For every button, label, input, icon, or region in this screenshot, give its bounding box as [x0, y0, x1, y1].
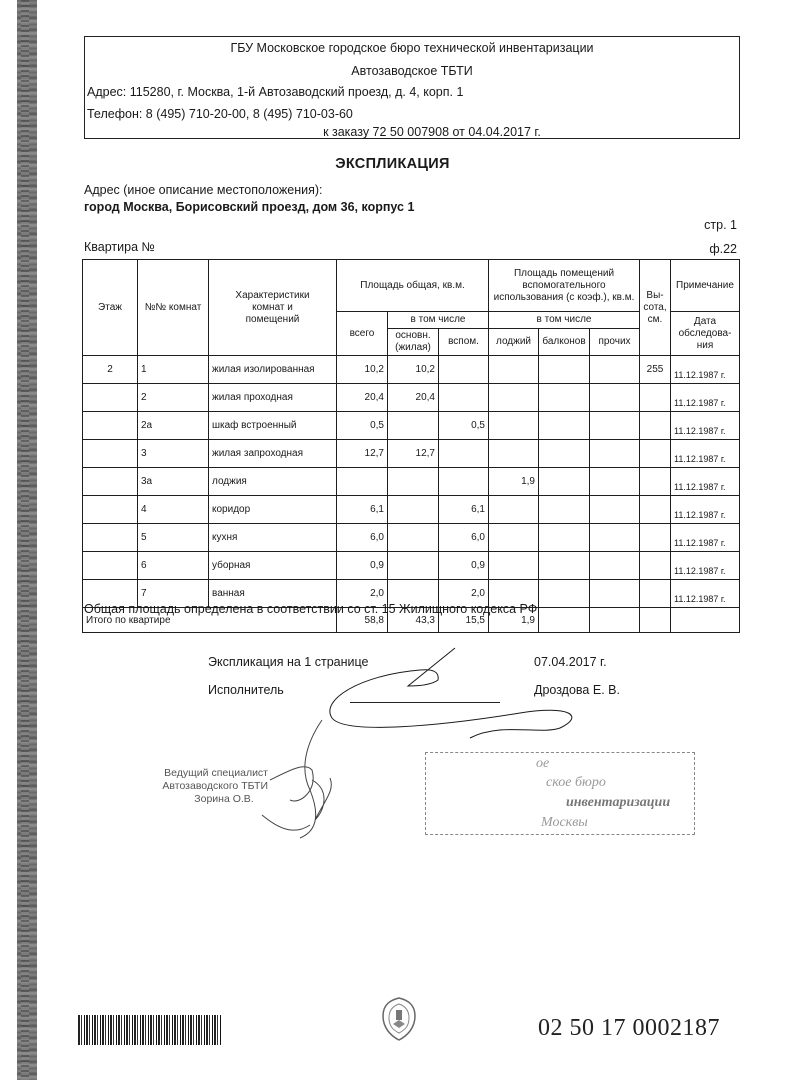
cell-survey-date: 11.12.1987 г.	[671, 440, 740, 468]
cell-room-name: жилая проходная	[209, 384, 337, 412]
cell-survey-date: 11.12.1987 г.	[671, 384, 740, 412]
cell-balcony-area	[539, 384, 590, 412]
cell-room-number: 6	[138, 552, 209, 580]
flat-number-label: Квартира №	[84, 240, 155, 254]
cell-total-area: 0,5	[337, 412, 388, 440]
stamp-line-1: ое	[536, 756, 550, 771]
cell-main-area	[388, 468, 439, 496]
table-row	[83, 468, 740, 496]
cell-floor	[83, 496, 138, 524]
cell-total-area: 12,7	[337, 440, 388, 468]
cell-balcony-area	[539, 412, 590, 440]
cell-other-area	[590, 468, 640, 496]
cell-main-area	[388, 524, 439, 552]
header-loggias: лоджий	[489, 329, 539, 356]
cell-balcony-area	[539, 468, 590, 496]
cell-survey-date: 11.12.1987 г.	[671, 524, 740, 552]
header-survey-date: Дата обследова-ния	[671, 312, 740, 356]
cell-total-area: 6,1	[337, 496, 388, 524]
cell-loggia-area	[489, 384, 539, 412]
cell-other-area	[590, 440, 640, 468]
cell-total-area: 2,0	[337, 580, 388, 608]
header-total: всего	[337, 312, 388, 356]
cell-other-area	[590, 552, 640, 580]
cell-aux-area	[439, 356, 489, 384]
cell-room-name: шкаф встроенный	[209, 412, 337, 440]
header-characteristics: Характеристики комнат и помещений	[209, 260, 337, 356]
cell-room-number: 1	[138, 356, 209, 384]
cell-main-area: 20,4	[388, 384, 439, 412]
cell-room-number: 2а	[138, 412, 209, 440]
branch-name: Автозаводское ТБТИ	[351, 64, 473, 78]
document-number: 02 50 17 0002187	[538, 1015, 720, 1041]
cell-loggia-area	[489, 552, 539, 580]
cell-balcony-area	[539, 552, 590, 580]
cell-total-area	[337, 468, 388, 496]
cell-balcony-area	[539, 356, 590, 384]
cell-other-area	[590, 412, 640, 440]
cell-room-number: 2	[138, 384, 209, 412]
executor-name: Дроздова Е. В.	[534, 683, 620, 697]
form-number: ф.22	[709, 242, 737, 256]
cell-loggia-area	[489, 524, 539, 552]
cell-height	[640, 412, 671, 440]
cell-balcony-area	[539, 440, 590, 468]
issue-date: 07.04.2017 г.	[534, 655, 607, 669]
cell-main-area	[388, 412, 439, 440]
table-row	[83, 524, 740, 552]
executor-label: Исполнитель	[208, 683, 284, 697]
cell-floor	[83, 384, 138, 412]
cell-aux-area: 0,9	[439, 552, 489, 580]
cell-total-area: 20,4	[337, 384, 388, 412]
header-balconies: балконов	[539, 329, 590, 356]
document-title: ЭКСПЛИКАЦИЯ	[335, 156, 450, 172]
header-aux-area: Площадь помещений вспомогательного использования (с коэф.), кв.м.	[489, 260, 640, 312]
cell-room-name: кухня	[209, 524, 337, 552]
cell-room-name: уборная	[209, 552, 337, 580]
lead-title-2: Автозаводского ТБТИ	[162, 780, 268, 792]
cell-loggia-area	[489, 440, 539, 468]
cell-loggia-area	[489, 412, 539, 440]
cell-survey-date: 11.12.1987 г.	[671, 356, 740, 384]
table-row	[83, 412, 740, 440]
totals-loggia-area: 1,9	[489, 608, 539, 633]
header-floor: Этаж	[83, 260, 138, 356]
cell-main-area: 12,7	[388, 440, 439, 468]
pages-count-text: Экспликация на 1 странице	[208, 655, 369, 669]
organization-name: ГБУ Московское городское бюро технической инвентаризации	[230, 41, 594, 55]
cell-height	[640, 468, 671, 496]
cell-room-number: 5	[138, 524, 209, 552]
totals-other-area	[590, 608, 640, 633]
cell-survey-date: 11.12.1987 г.	[671, 580, 740, 608]
cell-aux-area	[439, 384, 489, 412]
location-value: город Москва, Борисовский проезд, дом 36, корпус 1	[84, 200, 415, 214]
lead-title-1: Ведущий специалист	[164, 767, 268, 779]
cell-room-number: 3а	[138, 468, 209, 496]
legal-note: Общая площадь определена в соответствии со ст. 15 Жилищного кодекса РФ	[84, 602, 538, 616]
explication-table	[82, 259, 740, 633]
lead-signature	[262, 720, 331, 838]
cell-other-area	[590, 580, 640, 608]
table-row	[83, 384, 740, 412]
cell-aux-area: 6,1	[439, 496, 489, 524]
cell-total-area: 0,9	[337, 552, 388, 580]
cell-other-area	[590, 384, 640, 412]
cell-survey-date: 11.12.1987 г.	[671, 468, 740, 496]
cell-aux-area: 6,0	[439, 524, 489, 552]
moscow-emblem-icon	[377, 994, 421, 1044]
cell-main-area: 10,2	[388, 356, 439, 384]
cell-room-number: 3	[138, 440, 209, 468]
cell-main-area	[388, 552, 439, 580]
stamp-line-3: инвентаризации	[566, 795, 671, 810]
header-note: Примечание	[671, 260, 740, 312]
cell-room-name: лоджия	[209, 468, 337, 496]
cell-balcony-area	[539, 524, 590, 552]
totals-balcony-area	[539, 608, 590, 633]
header-main-living: основн. (жилая)	[388, 329, 439, 356]
cell-aux-area: 2,0	[439, 580, 489, 608]
order-reference: к заказу 72 50 007908 от 04.04.2017 г.	[323, 125, 541, 139]
header-other: прочих	[590, 329, 640, 356]
cell-room-name: жилая запроходная	[209, 440, 337, 468]
cell-height	[640, 496, 671, 524]
cell-other-area	[590, 524, 640, 552]
organization-phone: Телефон: 8 (495) 710-20-00, 8 (495) 710-03-60	[87, 107, 353, 121]
cell-floor	[83, 440, 138, 468]
cell-height	[640, 580, 671, 608]
cell-height: 255	[640, 356, 671, 384]
cell-room-name: коридор	[209, 496, 337, 524]
header-including: в том числе	[388, 312, 489, 329]
cell-floor	[83, 524, 138, 552]
table-row	[83, 440, 740, 468]
totals-aux-area: 15,5	[439, 608, 489, 633]
location-label: Адрес (иное описание местоположения):	[84, 183, 323, 197]
cell-loggia-area	[489, 356, 539, 384]
cell-balcony-area	[539, 496, 590, 524]
cell-floor	[83, 468, 138, 496]
cell-height	[640, 552, 671, 580]
stamp-line-4: Москвы	[541, 815, 588, 830]
header-including-aux: в том числе	[489, 312, 640, 329]
cell-height	[640, 384, 671, 412]
totals-label: Итого по квартире	[83, 608, 337, 633]
stamp-line-2: ское бюро	[546, 775, 606, 790]
signature-line	[350, 702, 500, 703]
cell-floor	[83, 552, 138, 580]
lead-name: Зорина О.В.	[194, 793, 254, 805]
cell-height	[640, 524, 671, 552]
page-number: стр. 1	[704, 218, 737, 232]
table-row	[83, 552, 740, 580]
cell-aux-area	[439, 468, 489, 496]
cell-aux-area: 0,5	[439, 412, 489, 440]
cell-room-number: 4	[138, 496, 209, 524]
totals-height	[640, 608, 671, 633]
cell-other-area	[590, 356, 640, 384]
table-row	[83, 356, 740, 384]
barcode	[78, 1015, 221, 1045]
totals-main-area: 43,3	[388, 608, 439, 633]
cell-survey-date: 11.12.1987 г.	[671, 496, 740, 524]
totals-date	[671, 608, 740, 633]
cell-loggia-area	[489, 496, 539, 524]
cell-total-area: 6,0	[337, 524, 388, 552]
cell-room-name: жилая изолированная	[209, 356, 337, 384]
cell-main-area	[388, 496, 439, 524]
cell-room-name: ванная	[209, 580, 337, 608]
office-stamp	[425, 752, 695, 835]
lead-specialist-block	[150, 767, 268, 806]
table-row	[83, 496, 740, 524]
header-box	[84, 36, 740, 139]
totals-total-area: 58,8	[337, 608, 388, 633]
cell-room-number: 7	[138, 580, 209, 608]
cell-other-area	[590, 496, 640, 524]
cell-floor: 2	[83, 356, 138, 384]
cell-survey-date: 11.12.1987 г.	[671, 552, 740, 580]
cell-height	[640, 440, 671, 468]
cell-survey-date: 11.12.1987 г.	[671, 412, 740, 440]
header-rooms: №№ комнат	[138, 260, 209, 356]
cell-aux-area	[439, 440, 489, 468]
header-auxiliary: вспом.	[439, 329, 489, 356]
cell-loggia-area: 1,9	[489, 468, 539, 496]
cell-floor	[83, 412, 138, 440]
cell-total-area: 10,2	[337, 356, 388, 384]
cell-balcony-area	[539, 580, 590, 608]
header-total-area: Площадь общая, кв.м.	[337, 260, 489, 312]
header-height: Вы-сота, см.	[640, 260, 671, 356]
organization-address: Адрес: 115280, г. Москва, 1-й Автозаводский проезд, д. 4, корп. 1	[87, 85, 464, 99]
